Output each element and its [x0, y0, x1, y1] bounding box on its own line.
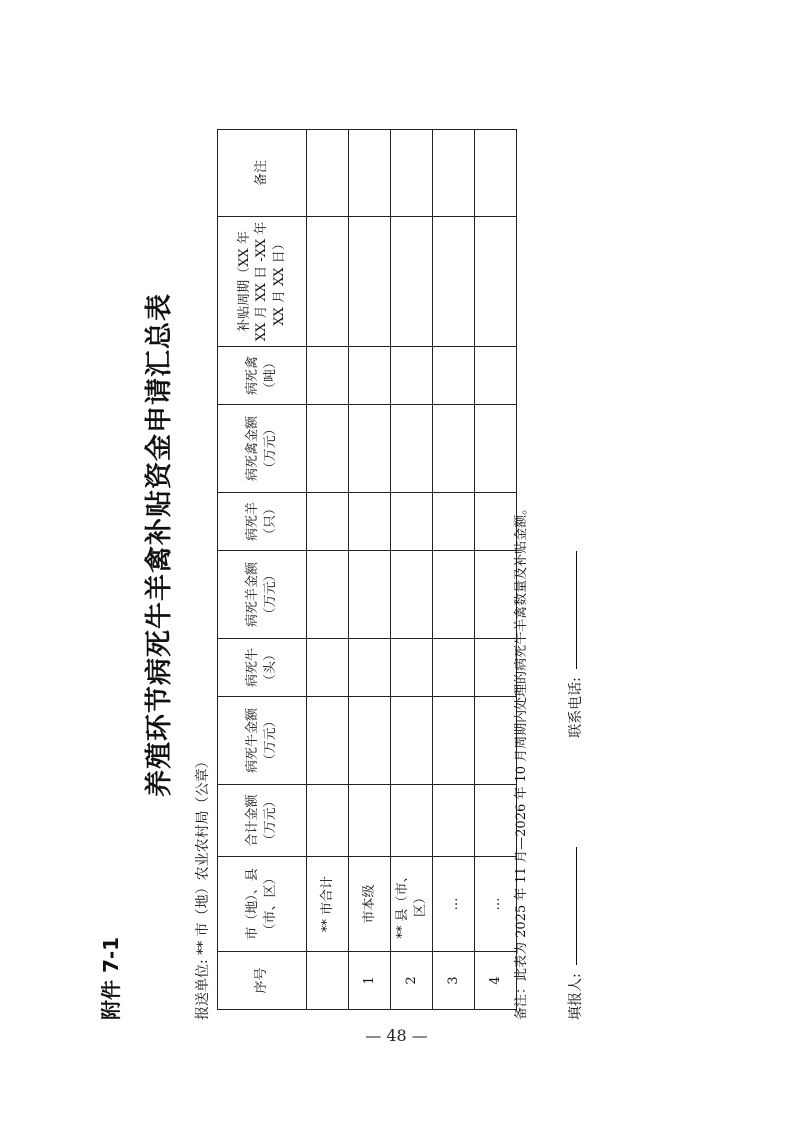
table-note: 备注：此表为 2025 年 11 月—2026 年 10 月周期内处理的病死牛羊禽数量及补贴金额。	[514, 501, 529, 1020]
header-cattle-amount: 病死牛金额（万元）	[218, 697, 307, 785]
cell-empty	[391, 785, 433, 857]
cell-no: 1	[349, 952, 391, 1010]
cell-empty	[307, 217, 349, 347]
cell-empty	[433, 697, 475, 785]
cell-empty	[349, 217, 391, 347]
table-header-row	[218, 130, 307, 1010]
landscape-content	[95, 70, 615, 1020]
cell-empty	[349, 785, 391, 857]
header-region: 市（地）、县（市、区）	[218, 857, 307, 952]
header-sheep-count: 病死羊（只）	[218, 493, 307, 551]
header-sheep-amount: 病死羊金额（万元）	[218, 551, 307, 639]
cell-empty	[349, 493, 391, 551]
table-row	[433, 130, 475, 1010]
cell-empty	[433, 405, 475, 493]
cell-empty	[349, 551, 391, 639]
cell-empty	[475, 130, 517, 217]
table-row	[391, 130, 433, 1010]
phone-label: 联系电话:	[568, 677, 584, 738]
reporting-unit: 报送单位: ** 市（地）农业农村局（公章）	[195, 754, 211, 1020]
cell-region: ** 县（市、区）	[391, 857, 433, 952]
cell-empty	[433, 217, 475, 347]
cell-region: …	[433, 857, 475, 952]
cell-no: 4	[475, 952, 517, 1010]
document-title: 养殖环节病死牛羊禽补贴资金申请汇总表	[144, 293, 175, 797]
cell-empty	[391, 347, 433, 405]
cell-no: 3	[433, 952, 475, 1010]
cell-empty	[307, 405, 349, 493]
cell-empty	[307, 130, 349, 217]
cell-empty	[307, 347, 349, 405]
cell-empty	[391, 130, 433, 217]
cell-empty	[349, 130, 391, 217]
cell-empty	[391, 405, 433, 493]
cell-empty	[391, 639, 433, 697]
cell-region: 市本级	[349, 857, 391, 952]
summary-table	[217, 129, 517, 1010]
header-poultry-tons: 病死禽（吨）	[218, 347, 307, 405]
cell-empty	[391, 217, 433, 347]
cell-empty	[391, 551, 433, 639]
cell-empty	[349, 697, 391, 785]
cell-empty	[433, 551, 475, 639]
cell-no: 2	[391, 952, 433, 1010]
cell-empty	[433, 347, 475, 405]
cell-empty	[349, 405, 391, 493]
header-total-amount: 合计金额（万元）	[218, 785, 307, 857]
cell-empty	[433, 493, 475, 551]
cell-empty	[307, 493, 349, 551]
cell-empty	[391, 493, 433, 551]
table-row	[349, 130, 391, 1010]
header-subsidy-period: 补贴周期（XX 年 XX 月 XX 日 -XX 年 XX 月 XX 日）	[218, 217, 307, 347]
cell-empty	[349, 347, 391, 405]
page-number: — 48 —	[365, 1026, 428, 1045]
header-cattle-count: 病死牛（头）	[218, 639, 307, 697]
filler-label: 填报人:	[568, 973, 584, 1020]
cell-no	[307, 952, 349, 1010]
cell-empty	[307, 551, 349, 639]
header-no: 序号	[218, 952, 307, 1010]
table-row	[307, 130, 349, 1010]
cell-empty	[433, 785, 475, 857]
cell-empty	[307, 697, 349, 785]
cell-empty	[307, 639, 349, 697]
cell-empty	[475, 405, 517, 493]
cell-empty	[307, 785, 349, 857]
phone-field	[576, 551, 577, 669]
signature-line	[565, 551, 585, 1020]
header-remarks: 备注	[218, 130, 307, 217]
cell-empty	[475, 347, 517, 405]
header-poultry-amount: 病死禽金额（万元）	[218, 405, 307, 493]
cell-empty	[349, 639, 391, 697]
cell-region: …	[475, 857, 517, 952]
cell-empty	[433, 130, 475, 217]
cell-empty	[391, 697, 433, 785]
cell-region: ** 市合计	[307, 857, 349, 952]
attachment-label: 附件 7-1	[99, 936, 123, 1020]
filler-field	[576, 847, 577, 965]
cell-empty	[475, 217, 517, 347]
cell-empty	[433, 639, 475, 697]
